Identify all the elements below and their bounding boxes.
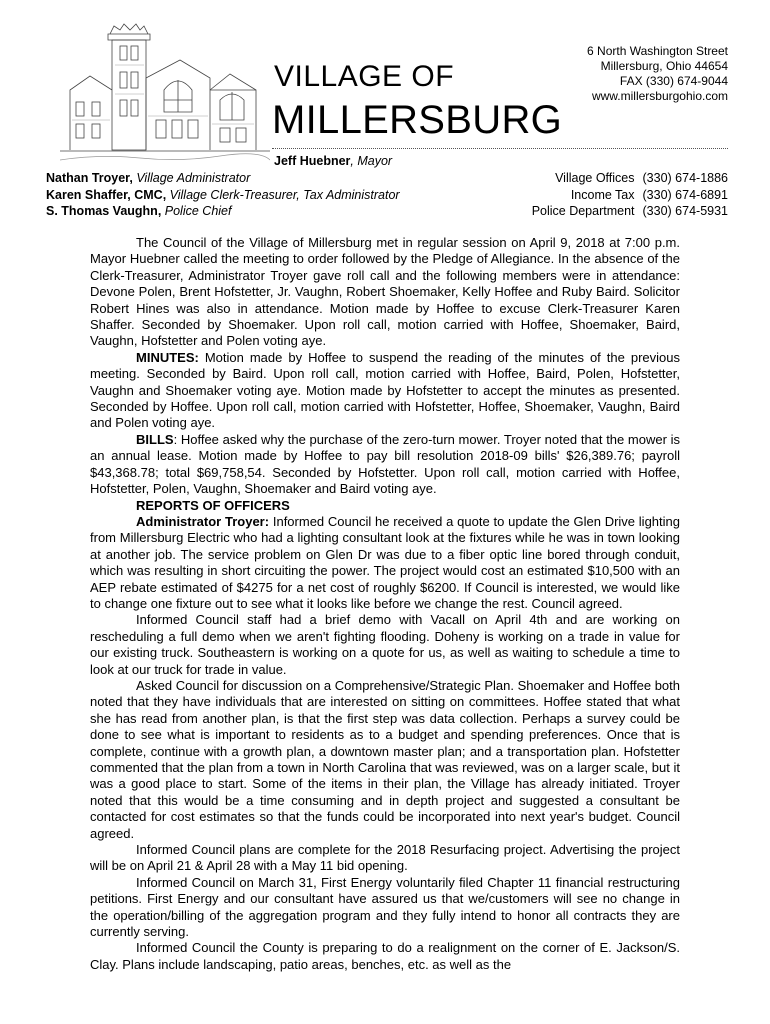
paragraph-strategic-plan: Asked Council for discussion on a Comprehensive/Strategic Plan. Shoemaker and Hoffee both noted that they have individuals that are interested on sitting on committees. Hoffee stated that what she has read from another plan, is that the first step was data collection. Perhaps a survey could be done to see what is important to residents as to a budget and spending preferences. Once that is complete, continue with a growth plan, a downtown master plan; and a transportation plan. Hofstetter commented that the plan from a town in North Carolina that was reviewed, was on a larger scale, but it was a good place to start. Some of the items in their plan, the Village has already initiated. Troyer noted that this would be a time consuming and in depth project and suggested a consultant be contacted for cost estimates so that the funds could be incorporated into next year's budget. Council agreed. <box>90 677 680 841</box>
administrator-text: Informed Council he received a quote to update the Glen Drive lighting from Millersburg Electric who had a lighting consultant look at the fixtures while he was in town looking at another job. The service problem on Glen Dr was due to a fiber optic line bored through conduit, which was resulting in short circuiting the power. The project would cost an estimated $10,500 with an AEP rebate estimated of $4275 for a net cost of roughly $6200. If Council is interested, we would like to change one fixture out to see what it looks like before we change the rest. Council agreed. <box>90 513 680 611</box>
office-row <box>532 187 728 204</box>
minutes-heading: MINUTES: <box>136 349 199 365</box>
title-millersburg: MILLERSBURG <box>272 98 563 142</box>
paragraph-administrator <box>90 514 680 612</box>
staff-item <box>46 203 400 220</box>
office-row <box>532 203 728 220</box>
town-hall-sketch-logo <box>60 20 270 170</box>
paragraph-vacall: Informed Council staff had a brief demo with Vacall on April 4th and are working on rescheduling a full demo when we aren't fighting flooding. Doheny is working on a trade in value for our existing truck. Southeastern is working on a quote for us, as well as waiting to schedule a time to look at our truck for trade in value. <box>90 612 680 677</box>
staff-list <box>46 170 400 220</box>
reports-heading <box>90 498 680 514</box>
bills-heading: BILLS <box>136 431 174 447</box>
staff-name: Nathan Troyer, <box>46 171 133 185</box>
office-phone: (330) 674-1886 <box>642 171 728 185</box>
mayor-name: Jeff Huebner <box>274 154 351 168</box>
office-row <box>532 170 728 187</box>
paragraph-minutes <box>90 350 680 432</box>
address-city: Millersburg, Ohio 44654 <box>600 59 728 73</box>
staff-name: S. Thomas Vaughn, <box>46 204 162 218</box>
staff-role: Village Administrator <box>132 171 251 185</box>
address-website: www.millersburgohio.com <box>591 89 728 103</box>
administrator-heading: Administrator Troyer: <box>136 513 270 529</box>
office-phone-list <box>532 170 728 220</box>
reports-heading-text: REPORTS OF OFFICERS <box>136 497 290 513</box>
bills-text: : Hoffee asked why the purchase of the zero-turn mower. Troyer noted that the mower is an annual lease. Motion made by Hoffee to pay bill resolution 2018-09 bills' $26,389.76; payroll $43,368.78; total $69,758,54. Seconded by Hofstetter. Upon roll call, motion carried with Hoffee, Hofstetter, Polen, Vaughn, Shoemaker and Baird voting aye. <box>90 431 680 497</box>
paragraph-roll-call: The Council of the Village of Millersburg met in regular session on April 9, 2018 at 7:00 p.m. Mayor Huebner called the meeting to order followed by the Pledge of Allegiance. In the absence of the Clerk-Treasurer, Administrator Troyer gave roll call and the following members were in attendance: Devone Polen, Brent Hofstetter, Jr. Vaughn, Robert Shoemaker, Kelly Hoffee and Ruby Baird. Solicitor Robert Hines was also in attendance. Motion made by Hoffee to excuse Clerk-Treasurer Karen Shaffer. Seconded by Shoemaker. Upon roll call, motion carried with Hoffee, Shoemaker, Baird, Vaughn, Hofstetter and Polen voting aye. <box>90 235 680 349</box>
staff-item <box>46 170 400 187</box>
office-phone: (330) 674-5931 <box>642 204 728 218</box>
paragraph-county-realignment: Informed Council the County is preparing to do a realignment on the corner of E. Jackson/S. Clay. Plans include landscaping, patio areas, benches, etc. as well as the <box>90 940 680 972</box>
office-phone: (330) 674-6891 <box>642 187 728 202</box>
address-fax: FAX (330) 674-9044 <box>619 74 728 88</box>
address-street: 6 North Washington Street <box>587 44 728 58</box>
minutes-text: Motion made by Hoffee to suspend the reading of the minutes of the previous meeting. Seconded by Baird. Upon roll call, motion carried with Hoffee, Baird, Polen, Hofstetter, Vaughn and Shoemaker voting aye. Motion made by Hofstetter to accept the minutes as presented. Seconded by Hoffee. Upon roll call, motion carried with Hofstetter, Hoffee, Shoemaker, Vaughn, Baird and Polen voting aye. <box>90 349 680 431</box>
staff-name: Karen Shaffer, CMC, <box>46 187 167 202</box>
title-village-of: VILLAGE OF <box>274 60 455 93</box>
minutes-body <box>90 235 680 973</box>
paragraph-first-energy: Informed Council on March 31, First Energy voluntarily filed Chapter 11 financial restructuring petitions. First Energy and our consultant have assured us that we/customers will see no change in the operation/billing of the aggregation program and they fully intend to honor all contracts they are currently serving. <box>90 874 680 940</box>
staff-item <box>46 187 400 204</box>
office-label: Income Tax <box>570 187 635 202</box>
office-label: Village Offices <box>555 171 635 185</box>
header-divider <box>272 148 728 149</box>
staff-role: Village Clerk-Treasurer, Tax Administrator <box>166 187 400 202</box>
office-label: Police Department <box>531 204 635 218</box>
mayor-line <box>274 154 392 168</box>
staff-role: Police Chief <box>161 204 232 218</box>
paragraph-bills <box>90 432 680 498</box>
address-block <box>587 44 728 104</box>
mayor-title: , Mayor <box>350 154 393 168</box>
paragraph-resurfacing: Informed Council plans are complete for the 2018 Resurfacing project. Advertising the project will be on April 21 & April 28 with a May 11 bid opening. <box>90 842 680 874</box>
